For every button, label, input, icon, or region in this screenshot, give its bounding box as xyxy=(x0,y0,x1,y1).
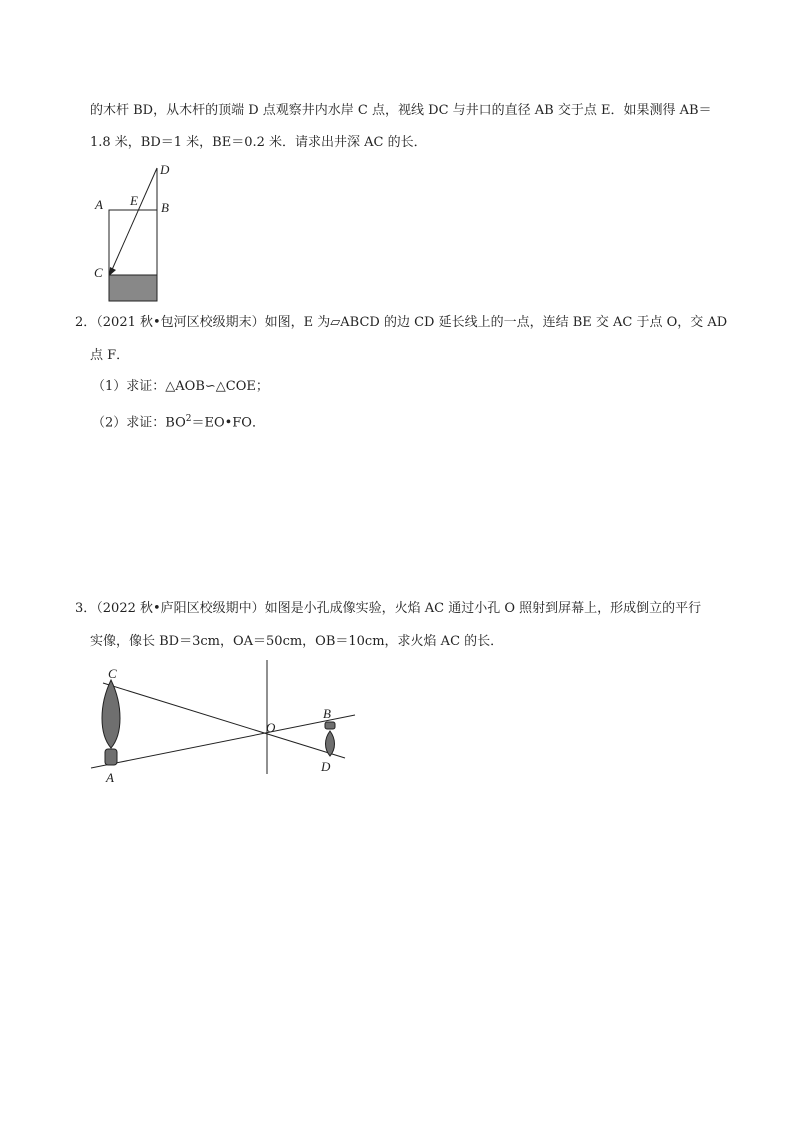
label-c: C xyxy=(94,265,103,280)
problem1-text-line1: 的木杆 BD，从木杆的顶端 D 点观察井内水岸 C 点，视线 DC 与井口的直径 AB 交于点 E．如果测得 AB＝ xyxy=(90,103,712,118)
problem2-part2 xyxy=(92,411,265,431)
label-o: O xyxy=(266,720,276,735)
label-b: B xyxy=(323,706,331,721)
label-a: A xyxy=(106,770,114,785)
problem2-part2-suffix: ＝EO•FO． xyxy=(191,415,265,431)
candle-image xyxy=(325,722,335,729)
problem3-text-line1: 3．（2022 秋•庐阳区校级期中）如图是小孔成像实验，火焰 AC 通过小孔 O 照射到屏幕上，形成倒立的平行 xyxy=(75,601,702,616)
label-a: A xyxy=(95,197,103,212)
label-e: E xyxy=(130,193,138,208)
problem3-text-line2: 实像，像长 BD＝3cm，OA＝50cm，OB＝10cm，求火焰 AC 的长． xyxy=(90,634,504,649)
ray-a-b xyxy=(91,715,355,768)
well-water xyxy=(109,275,157,301)
flame-large xyxy=(102,680,120,748)
ray-c-d xyxy=(103,683,345,758)
sightline-dc xyxy=(111,168,157,272)
label-d: D xyxy=(160,162,170,177)
problem3-figure xyxy=(85,660,375,790)
label-d: D xyxy=(321,759,331,774)
problem2-part1: （1）求证：△AOB∽△COE； xyxy=(92,379,269,394)
problem2-text-line1: 2．（2021 秋•包河区校级期末）如图，E 为▱ABCD 的边 CD 延长线上的一点，连结 BE 交 AC 于点 O，交 AD xyxy=(75,315,728,330)
problem1-figure xyxy=(85,155,195,310)
label-b: B xyxy=(161,200,169,215)
problem2-part2-prefix: （2）求证：BO xyxy=(92,415,186,431)
candle-large xyxy=(105,749,117,765)
problem2-text-line2: 点 F． xyxy=(90,348,130,363)
label-c: C xyxy=(108,666,117,681)
problem2-part2-superscript: 2 xyxy=(185,414,192,424)
problem1-text-line2: 1.8 米，BD＝1 米，BE＝0.2 米．请求出井深 AC 的长． xyxy=(90,135,427,150)
